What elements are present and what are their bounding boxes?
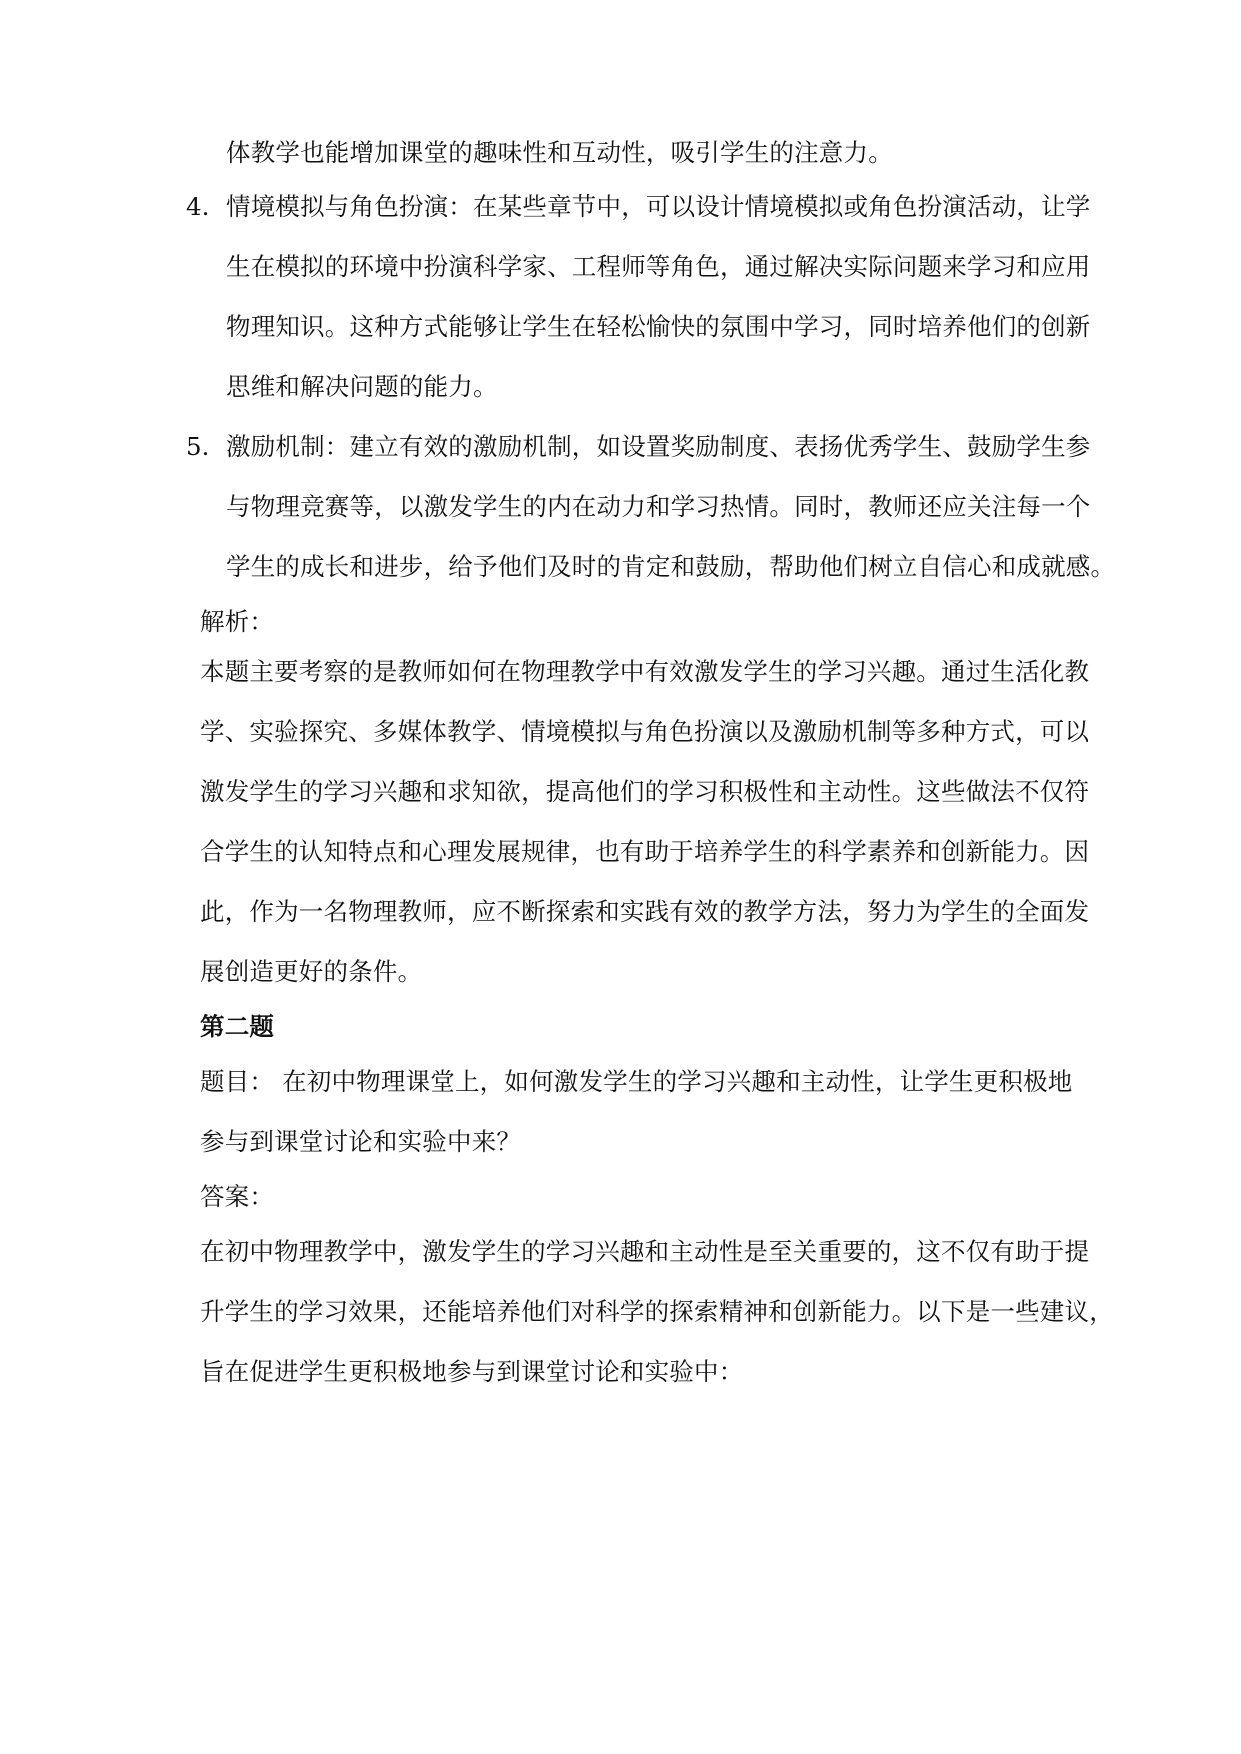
item3-continuation-line: 体教学也能增加课堂的趣味性和互动性，吸引学生的注意力。: [226, 138, 893, 167]
item4-line-1: 情境模拟与角色扮演：在某些章节中，可以设计情境模拟或角色扮演活动，让学: [226, 192, 1091, 221]
answer-label: 答案：: [200, 1182, 275, 1211]
analysis-line-2: 学、实验探究、多媒体教学、情境模拟与角色扮演以及激励机制等多种方式，可以: [200, 717, 1090, 746]
question-line-2: 参与到课堂讨论和实验中来？: [200, 1127, 522, 1156]
analysis-line-5: 此，作为一名物理教师，应不断探索和实践有效的教学方法，努力为学生的全面发: [200, 897, 1090, 926]
analysis-line-3: 激发学生的学习兴趣和求知欲，提高他们的学习积极性和主动性。这些做法不仅符: [200, 777, 1090, 806]
item5-number: 5.: [186, 432, 210, 461]
item4-line-2: 生在模拟的环境中扮演科学家、工程师等角色，通过解决实际问题来学习和应用: [226, 252, 1091, 281]
item4-line-4: 思维和解决问题的能力。: [226, 372, 498, 401]
question-line-1: 题目： 在初中物理课堂上，如何激发学生的学习兴趣和主动性，让学生更积极地: [200, 1067, 1073, 1096]
item5-line-1: 激励机制：建立有效的激励机制，如设置奖励制度、表扬优秀学生、鼓励学生参: [226, 432, 1091, 461]
item4-number: 4.: [186, 192, 210, 221]
item5-line-3: 学生的成长和进步，给予他们及时的肯定和鼓励，帮助他们树立自信心和成就感。: [226, 552, 1116, 581]
item4-line-3: 物理知识。这种方式能够让学生在轻松愉快的氛围中学习，同时培养他们的创新: [226, 312, 1091, 341]
answer-line-2: 升学生的学习效果，还能培养他们对科学的探索精神和创新能力。以下是一些建议，: [200, 1297, 1114, 1326]
analysis-line-1: 本题主要考察的是教师如何在物理教学中有效激发学生的学习兴趣。通过生活化教: [200, 657, 1090, 686]
analysis-label: 解析：: [200, 607, 275, 636]
analysis-line-6: 展创造更好的条件。: [200, 957, 423, 986]
answer-line-3: 旨在促进学生更积极地参与到课堂讨论和实验中：: [200, 1357, 744, 1386]
section-title: 第二题: [200, 1012, 275, 1041]
answer-line-1: 在初中物理教学中，激发学生的学习兴趣和主动性是至关重要的，这不仅有助于提: [200, 1237, 1090, 1266]
analysis-line-4: 合学生的认知特点和心理发展规律，也有助于培养学生的科学素养和创新能力。因: [200, 837, 1090, 866]
item5-line-2: 与物理竞赛等，以激发学生的内在动力和学习热情。同时，教师还应关注每一个: [226, 492, 1091, 521]
